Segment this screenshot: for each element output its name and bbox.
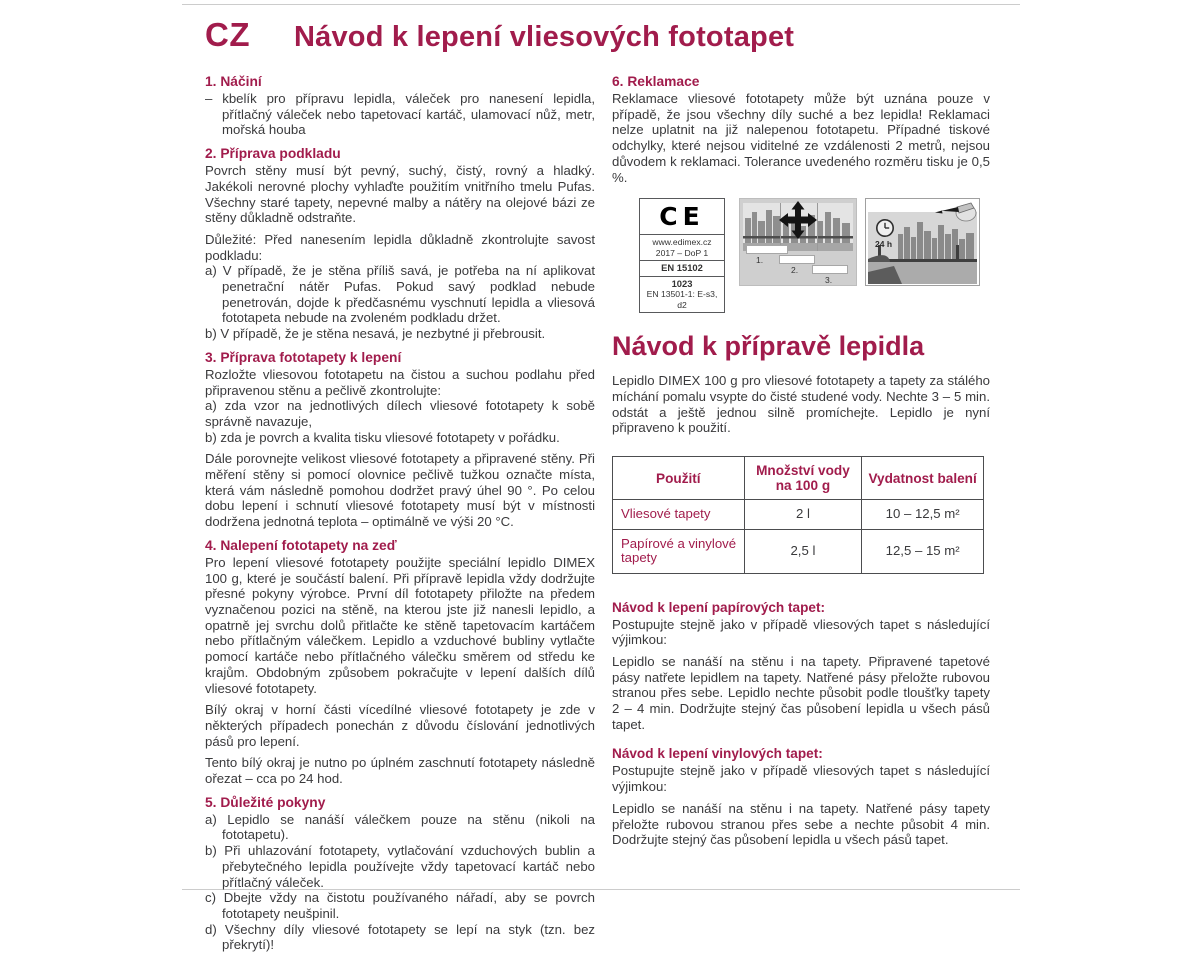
paragraph: Reklamace vliesové fototapety může být uznána pouze v případě, že jsou všechny díly suché a bez lepidla! Reklamaci nelze uplatnit na již nalepenou fototapetu. Případné tiskové odchylky, které nejsou viditelné ze vzdálenosti 2 metrů, nejsou důvodem k reklamaci. Tolerance uvedeného rozměru tisku je 0,5 %. — [612, 91, 990, 185]
section-5-heading: 5. Důležité pokyny — [205, 794, 326, 810]
paragraph: Bílý okraj v horní části vícedílné vliesové fototapety je zde v některých případech ponechán z důvodu číslování jednotlivých pásů pro lepení. — [205, 702, 595, 749]
table-cell-coverage: 10 – 12,5 m² — [862, 500, 984, 530]
list-item-d: d) Všechny díly vliesové fototapety se lepí na styk (tzn. bez překrytí)! — [205, 921, 595, 953]
table-cell-coverage: 12,5 – 15 m² — [862, 529, 984, 573]
clock-icon — [875, 218, 895, 238]
paragraph: Lepidlo se nanáší na stěnu i na tapety. Připravené tapetové pásy natřete lepidlem na tapety. Natřené pásy přeložte rubovou stranou přes sebe. Lepidlo nechte působit podle tloušťky tapety 2 – 4 min. Dodržujte stejný čas působení lepidla u všech pásů tapet. — [612, 653, 990, 732]
paragraph: Lepidlo DIMEX 100 g pro vliesové fototapety a tapety za stálého míchání pomalu vsypte do čisté studené vody. Nechte 3 – 5 min. odstát a ještě jednou silně promíchejte. Lepidlo je nyní připraveno k použití. — [612, 373, 990, 436]
table-cell-usage: Vliesové tapety — [613, 500, 745, 530]
paragraph: Postupujte stejně jako v případě vliesových tapet s následující výjimkou: — [612, 763, 990, 795]
panel-strip-3 — [812, 265, 848, 274]
table-header-water: Množství vody na 100 g — [744, 457, 862, 500]
glue-dosage-table — [612, 456, 984, 574]
panel-strip-2 — [779, 255, 815, 264]
trim-after-24h-figure — [865, 198, 980, 286]
table-header-usage: Použití — [613, 457, 745, 500]
lang-badge: CZ — [205, 16, 250, 53]
paragraph: Lepidlo se nanáší na stěnu i na tapety. Natřené pásy tapety přeložte rubovou stranou přes sebe a nechte působit 4 min. Dodržujte stejný čas působení lepidla u všech pásů tapet. — [612, 800, 990, 848]
list-item-b: b) Při uhlazování fototapety, vytlačování vzduchových bublin a přebytečného lepidla používejte vždy tapetovací kartáč nebo přítlačný váleček. — [205, 843, 595, 890]
panels-alignment-figure — [739, 198, 857, 286]
section-2-heading: 2. Příprava podkladu — [205, 146, 341, 162]
ce-certificate-box — [639, 198, 725, 313]
move-arrows-icon — [778, 200, 818, 240]
top-rule — [182, 4, 1020, 5]
paragraph: Postupujte stejně jako v případě vliesových tapet s následující výjimkou: — [612, 616, 990, 648]
list-item-a: a) zda vzor na jednotlivých dílech vliesové fototapety k sobě správně navazuje, — [205, 398, 595, 429]
vinyl-wallpaper-heading: Návod k lepení vinylových tapet: — [612, 746, 823, 762]
table-row — [613, 529, 984, 573]
ce-fire-class: EN 13501-1: E-s3, d2 — [646, 289, 718, 310]
table-cell-usage: Papírové a vinylové tapety — [613, 529, 745, 573]
panel-strip-1 — [746, 245, 788, 254]
panel-label-2: 2. — [791, 265, 799, 276]
panel-label-1: 1. — [756, 255, 764, 266]
glue-prep-title: Návod k přípravě lepidla — [612, 331, 925, 362]
table-header-coverage: Vydatnost balení — [862, 457, 984, 500]
section-3-heading: 3. Příprava fototapety k lepení — [205, 349, 402, 365]
section-4-heading: 4. Nalepení fototapety na zeď — [205, 537, 397, 553]
figures-row — [639, 198, 990, 313]
list-item-b: b) zda je povrch a kvalita tisku vliesové fototapety v pořádku. — [205, 429, 560, 445]
table-cell-water: 2 l — [744, 500, 862, 530]
ce-website: www.edimex.cz — [652, 237, 712, 248]
page-header — [205, 16, 995, 54]
hand-knife-icon — [933, 200, 977, 226]
paragraph: Důležité: Před nanesením lepidla důkladně zkontrolujte savost podkladu: — [205, 231, 595, 263]
list-item-a: a) V případě, že je stěna příliš savá, je potřeba na ní aplikovat penetrační nátěr Pufas. Pokud savý podklad nebude penetrován, dojde k předčasnému vyschnutí lepidla a vliesová fototapeta nebude na zvoleném podkladu držet. — [205, 263, 595, 326]
table-cell-water: 2,5 l — [744, 529, 862, 573]
clock-label: 24 h — [875, 239, 893, 250]
list-item-c: c) Dbejte vždy na čistotu používaného nářadí, aby se povrch fototapety neušpinil. — [205, 890, 595, 921]
section-1-heading: 1. Náčiní — [205, 74, 262, 89]
ce-standard: EN 15102 — [640, 261, 724, 277]
left-column — [205, 74, 595, 953]
paragraph: Pro lepení vliesové fototapety použijte speciální lepidlo DIMEX 100 g, které je součástí balení. Při přípravě lepidla vždy dodržujte přesné pokyny výrobce. První díl fototapety přiložte na předem vyznačenou pozici na stěně, na kterou jste již nanesli lepidlo, a opatrně jej svrchu dolů přitlačte ke stěně tapetovacím kartáčem nebo přítlačným válečkem. Lepidlo a vzduchové bubliny vytlačte pomocí kartáče nebo přítlačného válečku směrem od středu ke krajům. Obdobným způsobem pokračujte v lepení dalších dílů vliesové fototapety. — [205, 554, 595, 696]
paragraph: Dále porovnejte velikost vliesové fototapety a připravené stěny. Při měření stěny si pomocí olovnice pečlivě tužkou označte místa, která vám následně pomohou dodržet pravý úhel 90 °. Po celou dobu lepení i schnutí vliesové fototapety musí být v místnosti dodržena jednotná teplota – optimálně ve výši 20 °C. — [205, 451, 595, 530]
ce-notified-body-code: 1023 — [671, 277, 693, 289]
panel-label-3: 3. — [825, 275, 833, 286]
section-6-heading: 6. Reklamace — [612, 74, 700, 89]
paragraph: Rozložte vliesovou fototapetu na čistou a suchou podlahu před připravenou stěnu a pečlivě zkontrolujte: — [205, 366, 595, 398]
page-title: Návod k lepení vliesových fototapet — [294, 21, 795, 53]
list-item-a: a) Lepidlo se nanáší válečkem pouze na stěnu (nikoli na fototapetu). — [205, 811, 595, 843]
paragraph: Povrch stěny musí být pevný, suchý, čistý, rovný a hladký. Jakékoli nerovné plochy vyhlaďte použitím vnitřního tmelu Pufas. Všechny staré tapety, nepevné malby a nátěry na olejové bázi ze stěny důkladně odstraňte. — [205, 163, 595, 226]
document-page — [205, 16, 995, 953]
right-column — [612, 74, 990, 953]
list-item-b: b) V případě, že je stěna nesavá, je nezbytné ji přebrousit. — [205, 326, 546, 342]
tools-list: – kbelík pro přípravu lepidla, váleček pro nanesení lepidla, přítlačný váleček nebo tapetovací kartáč, ulamovací nůž, metr, mořská houba — [205, 91, 595, 138]
paragraph: Tento bílý okraj je nutno po úplném zaschnutí fototapety následně ořezat – cca po 24 hod. — [205, 755, 595, 787]
ce-mark-icon: CE — [640, 199, 724, 235]
table-row — [613, 500, 984, 530]
paper-wallpaper-heading: Návod k lepení papírových tapet: — [612, 599, 826, 615]
ce-dop: 2017 – DoP 1 — [655, 247, 709, 258]
